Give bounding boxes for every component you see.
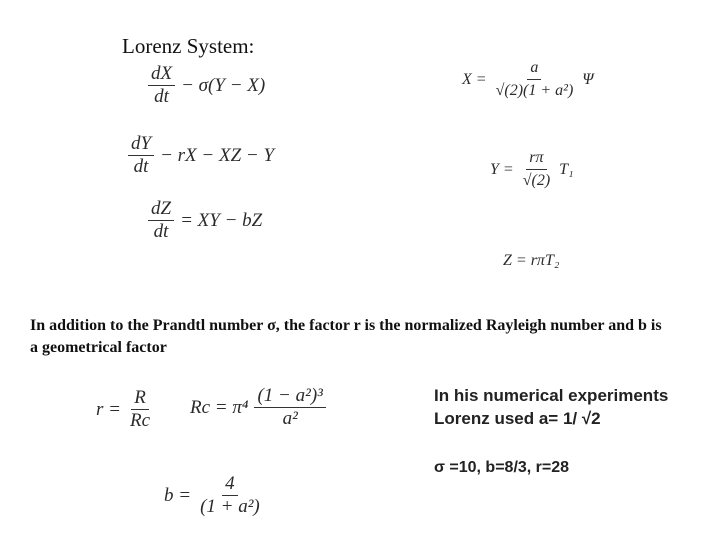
derivative-denominator: dt xyxy=(133,156,149,177)
r-fraction xyxy=(127,388,153,431)
equation-rhs: = XY − bZ xyxy=(180,209,263,231)
r-lhs: r = xyxy=(96,398,121,420)
derivative-denominator: dt xyxy=(154,86,169,107)
rc-formula xyxy=(190,386,326,429)
x-fraction xyxy=(493,58,577,101)
equation-rhs: − rX − XZ − Y xyxy=(160,144,275,166)
b-fraction xyxy=(197,474,263,517)
r-formula xyxy=(96,388,153,431)
x-numerator: a xyxy=(527,58,541,80)
rc-lhs: Rc = π⁴ xyxy=(190,396,249,418)
experiment-note xyxy=(434,384,668,430)
lorenz-equation-dz xyxy=(148,199,262,242)
rc-fraction xyxy=(254,386,325,429)
b-lhs: b = xyxy=(164,484,192,506)
derivative-dy-dt xyxy=(128,134,154,177)
r-numerator: R xyxy=(131,388,149,410)
derivative-denominator: dt xyxy=(153,221,169,242)
y-definition xyxy=(490,148,574,191)
x-definition xyxy=(462,58,594,101)
y-denominator: √(2) xyxy=(522,172,551,189)
y-numerator: rπ xyxy=(526,148,546,170)
b-denominator: (1 + a²) xyxy=(200,496,260,517)
equation-rhs: − σ(Y − X) xyxy=(181,74,266,96)
derivative-numerator: dX xyxy=(148,64,175,86)
experiment-line-2: Lorenz used a= 1/ √2 xyxy=(434,409,601,428)
y-fraction xyxy=(520,148,553,191)
x-tail: Ψ xyxy=(582,70,594,88)
derivative-numerator: dZ xyxy=(148,199,174,221)
y-tail: T₁ xyxy=(559,160,574,178)
lorenz-equation-dx xyxy=(148,64,265,107)
rc-numerator: (1 − a²)³ xyxy=(254,386,325,408)
experiment-parameters: σ =10, b=8/3, r=28 xyxy=(434,459,570,476)
y-lhs: Y = xyxy=(490,160,514,178)
b-numerator: 4 xyxy=(222,474,238,496)
rc-denominator: a² xyxy=(282,408,298,429)
derivative-dz-dt xyxy=(148,199,174,242)
description-text: In addition to the Prandtl number σ, the factor r is the normalized Rayleigh number and b is a geometrical factor xyxy=(30,317,662,356)
experiment-line-1: In his numerical experiments xyxy=(434,386,669,405)
lorenz-equation-dy xyxy=(128,134,274,177)
z-definition: Z = rπT₂ xyxy=(503,252,560,269)
x-lhs: X = xyxy=(462,70,487,88)
page-title: Lorenz System: xyxy=(122,34,255,58)
r-denominator: Rc xyxy=(129,410,151,431)
derivative-dx-dt xyxy=(148,64,175,107)
derivative-numerator: dY xyxy=(128,134,154,156)
x-denominator: √(2)(1 + a²) xyxy=(495,82,574,99)
b-formula xyxy=(164,474,263,517)
